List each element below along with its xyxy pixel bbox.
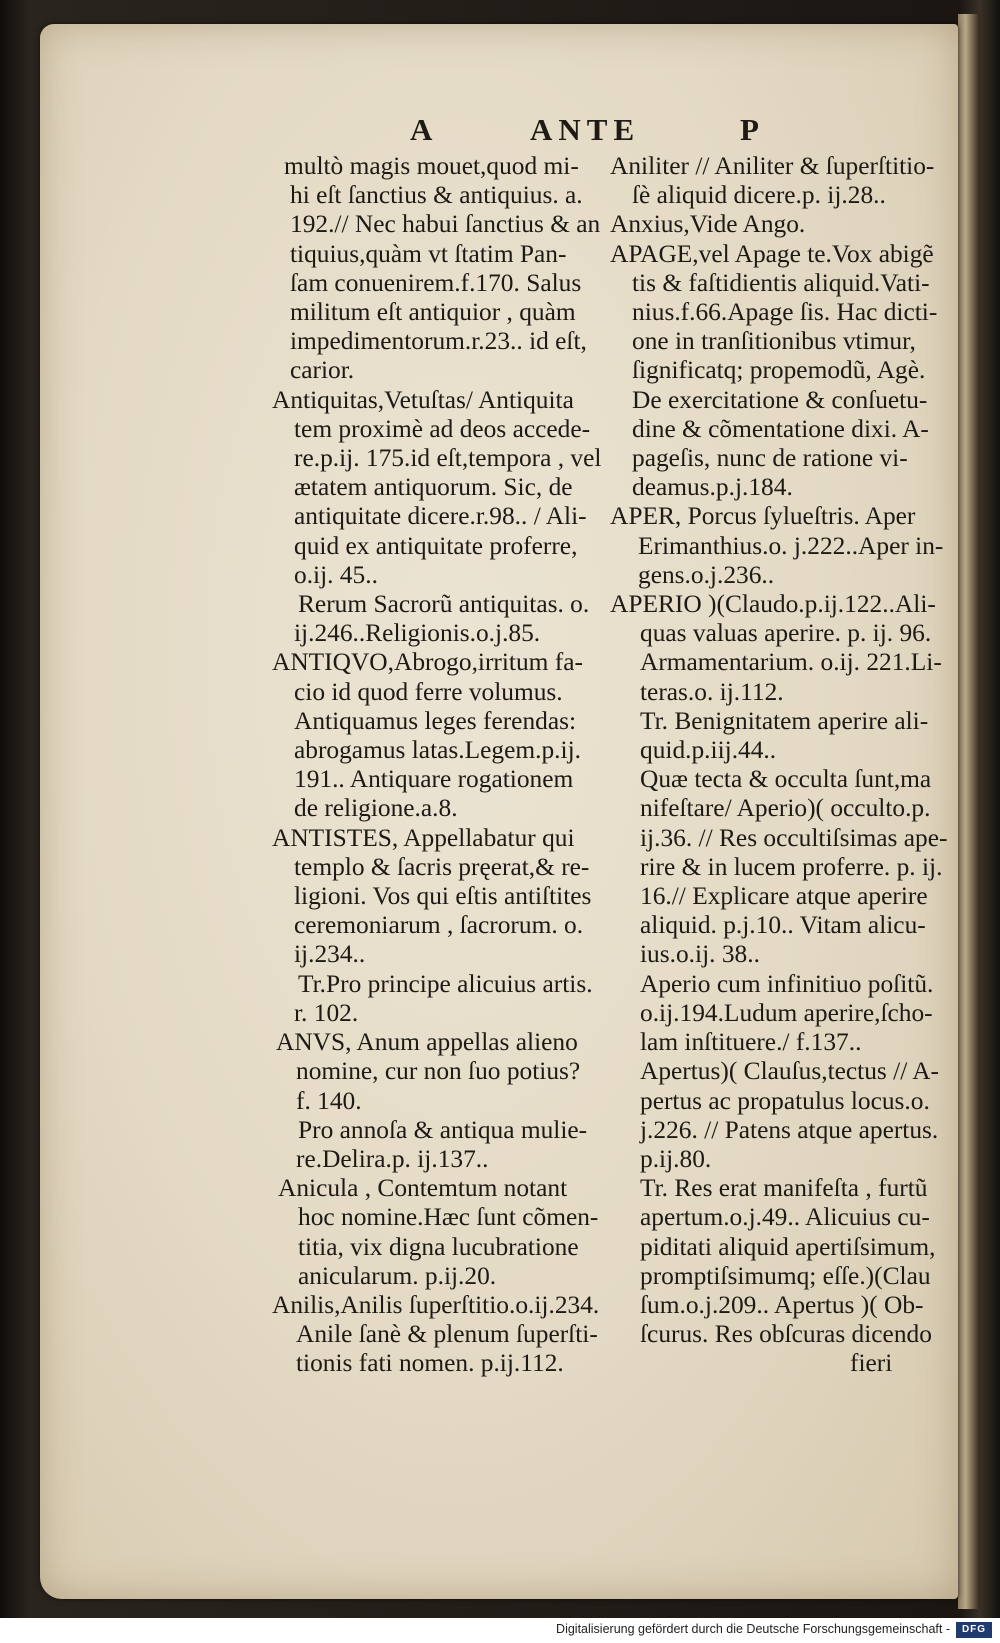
text-line: fieri <box>850 1349 893 1378</box>
text-line: Rerum Sacrorũ antiquitas. o. <box>298 590 590 619</box>
text-line: hoc nomine.Hæc ſunt cõmen- <box>298 1203 599 1232</box>
left-text-column <box>272 152 622 1379</box>
right-text-column <box>610 152 972 1379</box>
text-line: j.226. // Patens atque apertus. <box>640 1115 939 1144</box>
text-line: APER, Porcus ſylueſtris. Aper <box>610 502 916 531</box>
text-line: De exercitatione & conſuetu- <box>632 385 928 414</box>
text-line: carior. <box>290 356 355 385</box>
text-line: Pro annoſa & antiqua mulie- <box>298 1115 588 1144</box>
text-line: nius.f.66.Apage ſis. Hac dicti- <box>632 298 938 327</box>
text-line: 192.// Nec habui ſanctius & an <box>290 210 601 239</box>
text-line: re.Delira.p. ij.137.. <box>296 1144 489 1173</box>
text-line: tem proximè ad deos accede- <box>294 414 591 443</box>
text-line: piditati aliquid apertiſsimum, <box>640 1232 936 1261</box>
text-line: Erimanthius.o. j.222..Aper in- <box>638 531 944 560</box>
text-line: ætatem antiquorum. Sic, de <box>294 473 573 502</box>
text-line: ius.o.ij. 38.. <box>640 940 760 969</box>
text-line: tis & faſtidientis aliquid.Vati- <box>632 268 930 297</box>
dfg-logo: DFG <box>956 1622 992 1638</box>
text-line: one in tranſitionibus vtimur, <box>632 327 916 356</box>
text-line: r. 102. <box>294 998 359 1027</box>
text-line: ſignificatq; propemodũ, Agè. <box>632 356 926 385</box>
text-line: ij.246..Religionis.o.j.85. <box>294 619 541 648</box>
text-line: militum eſt antiquior , quàm <box>290 298 576 327</box>
text-line: p.ij.80. <box>640 1144 712 1173</box>
text-line: ANTISTES, Appellabatur qui <box>272 823 575 852</box>
book-page <box>40 24 958 1599</box>
footer-credit: Digitalisierung gefördert durch die Deutsche Forschungsgemeinschaft - <box>556 1622 950 1636</box>
text-line: Anile ſanè & plenum ſuperſti- <box>296 1320 598 1349</box>
text-line: pageſis, nunc de ratione vi- <box>632 444 908 473</box>
text-line: promptiſsimumq; eſſe.)(Clau <box>640 1261 931 1290</box>
text-line: impedimentorum.r.23.. id eſt, <box>290 327 587 356</box>
text-line: Aperio cum infinitiuo poſitũ. <box>640 969 934 998</box>
text-line: rire & in lucem proferre. p. ij. <box>640 852 943 881</box>
text-line: anicularum. p.ij.20. <box>298 1261 497 1290</box>
text-line: nomine, cur non ſuo potius? <box>296 1057 581 1086</box>
text-line: ANVS, Anum appellas alieno <box>276 1028 578 1057</box>
text-line: pertus ac propatulus locus.o. <box>640 1086 930 1115</box>
text-line: quid.p.iij.44.. <box>640 736 777 765</box>
text-line: Quæ tecta & occulta ſunt,ma <box>640 765 932 794</box>
text-line: de religione.a.8. <box>294 794 458 823</box>
text-line: lam inſtituere./ f.137.. <box>640 1028 862 1057</box>
text-line: APERIO )(Claudo.p.ij.122..Ali- <box>610 590 936 619</box>
text-line: o.ij.194.Ludum aperire,ſcho- <box>640 998 933 1027</box>
text-line: Armamentarium. o.ij. 221.Li- <box>640 648 942 677</box>
text-line: Tr.Pro principe alicuius artis. <box>298 969 593 998</box>
text-line: multò magis mouet,quod mi- <box>284 152 579 180</box>
text-line: o.ij. 45.. <box>294 560 378 589</box>
text-line: f. 140. <box>296 1086 362 1115</box>
text-line: apertum.o.j.49.. Alicuius cu- <box>640 1203 930 1232</box>
text-line: ij.36. // Res occultiſsimas ape- <box>640 823 948 852</box>
text-line: tiquius,quàm vt ſtatim Pan- <box>290 239 567 268</box>
running-head-left: A <box>410 112 439 147</box>
text-line: Anxius,Vide Ango. <box>610 210 806 239</box>
text-line: quid ex antiquitate proferre, <box>294 531 578 560</box>
text-line: Antiquitas,Vetuſtas/ Antiquita <box>272 385 574 414</box>
text-line: Anicula , Contemtum notant <box>278 1174 568 1203</box>
text-line: Tr. Res erat manifeſta , furtũ <box>640 1174 928 1203</box>
text-line: abrogamus latas.Legem.p.ij. <box>294 736 581 765</box>
text-line: ceremoniarum , ſacrorum. o. <box>294 911 584 940</box>
text-line: ſam conuenirem.f.170. Salus <box>290 268 582 297</box>
text-line: nifeſtare/ Aperio)( occulto.p. <box>640 794 931 823</box>
text-line: Apertus)( Clauſus,tectus // A- <box>640 1057 939 1086</box>
text-line: quas valuas aperire. p. ij. 96. <box>640 619 932 648</box>
text-line: aliquid. p.j.10.. Vitam alicu- <box>640 911 926 940</box>
text-line: deamus.p.j.184. <box>632 473 793 502</box>
text-line: cio id quod ferre volumus. <box>294 677 563 706</box>
text-line: Aniliter // Aniliter & ſuperſtitio- <box>610 152 935 180</box>
text-line: antiquitate dicere.r.98.. / Ali- <box>294 502 587 531</box>
text-line: Tr. Benignitatem aperire ali- <box>640 706 929 735</box>
running-head-right: P <box>740 112 765 147</box>
text-line: ij.234.. <box>294 940 366 969</box>
text-line: re.p.ij. 175.id eſt,tempora , vel <box>294 444 602 473</box>
text-line: tionis fati nomen. p.ij.112. <box>296 1349 564 1378</box>
text-line: ſcurus. Res obſcuras dicendo <box>640 1320 932 1349</box>
text-line: Antiquamus leges ferendas: <box>294 706 577 735</box>
text-line: hi eſt ſanctius & antiquius. a. <box>290 181 583 210</box>
text-line: ſum.o.j.209.. Apertus )( Ob- <box>640 1290 924 1319</box>
text-line: titia, vix digna lucubratione <box>298 1232 579 1261</box>
text-line: ſè aliquid dicere.p. ij.28.. <box>632 181 886 210</box>
running-head-center: ANTE <box>530 112 641 147</box>
text-line: Anilis,Anilis ſuperſtitio.o.ij.234. <box>272 1290 600 1319</box>
text-line: gens.o.j.236.. <box>638 560 775 589</box>
text-line: templo & ſacris pręerat,& re- <box>294 852 590 881</box>
text-line: ligioni. Vos qui eſtis antiſtites <box>294 882 592 911</box>
text-line: dine & cõmentatione dixi. A- <box>632 414 929 443</box>
text-line: 16.// Explicare atque aperire <box>640 882 928 911</box>
digitization-footer <box>0 1618 1000 1643</box>
text-line: ANTIQVO,Abrogo,irritum fa- <box>272 648 583 677</box>
text-line: teras.o. ij.112. <box>640 677 784 706</box>
running-head <box>40 112 958 152</box>
text-line: 191.. Antiquare rogationem <box>294 765 574 794</box>
text-line: APAGE,vel Apage te.Vox abigẽ <box>610 239 934 268</box>
